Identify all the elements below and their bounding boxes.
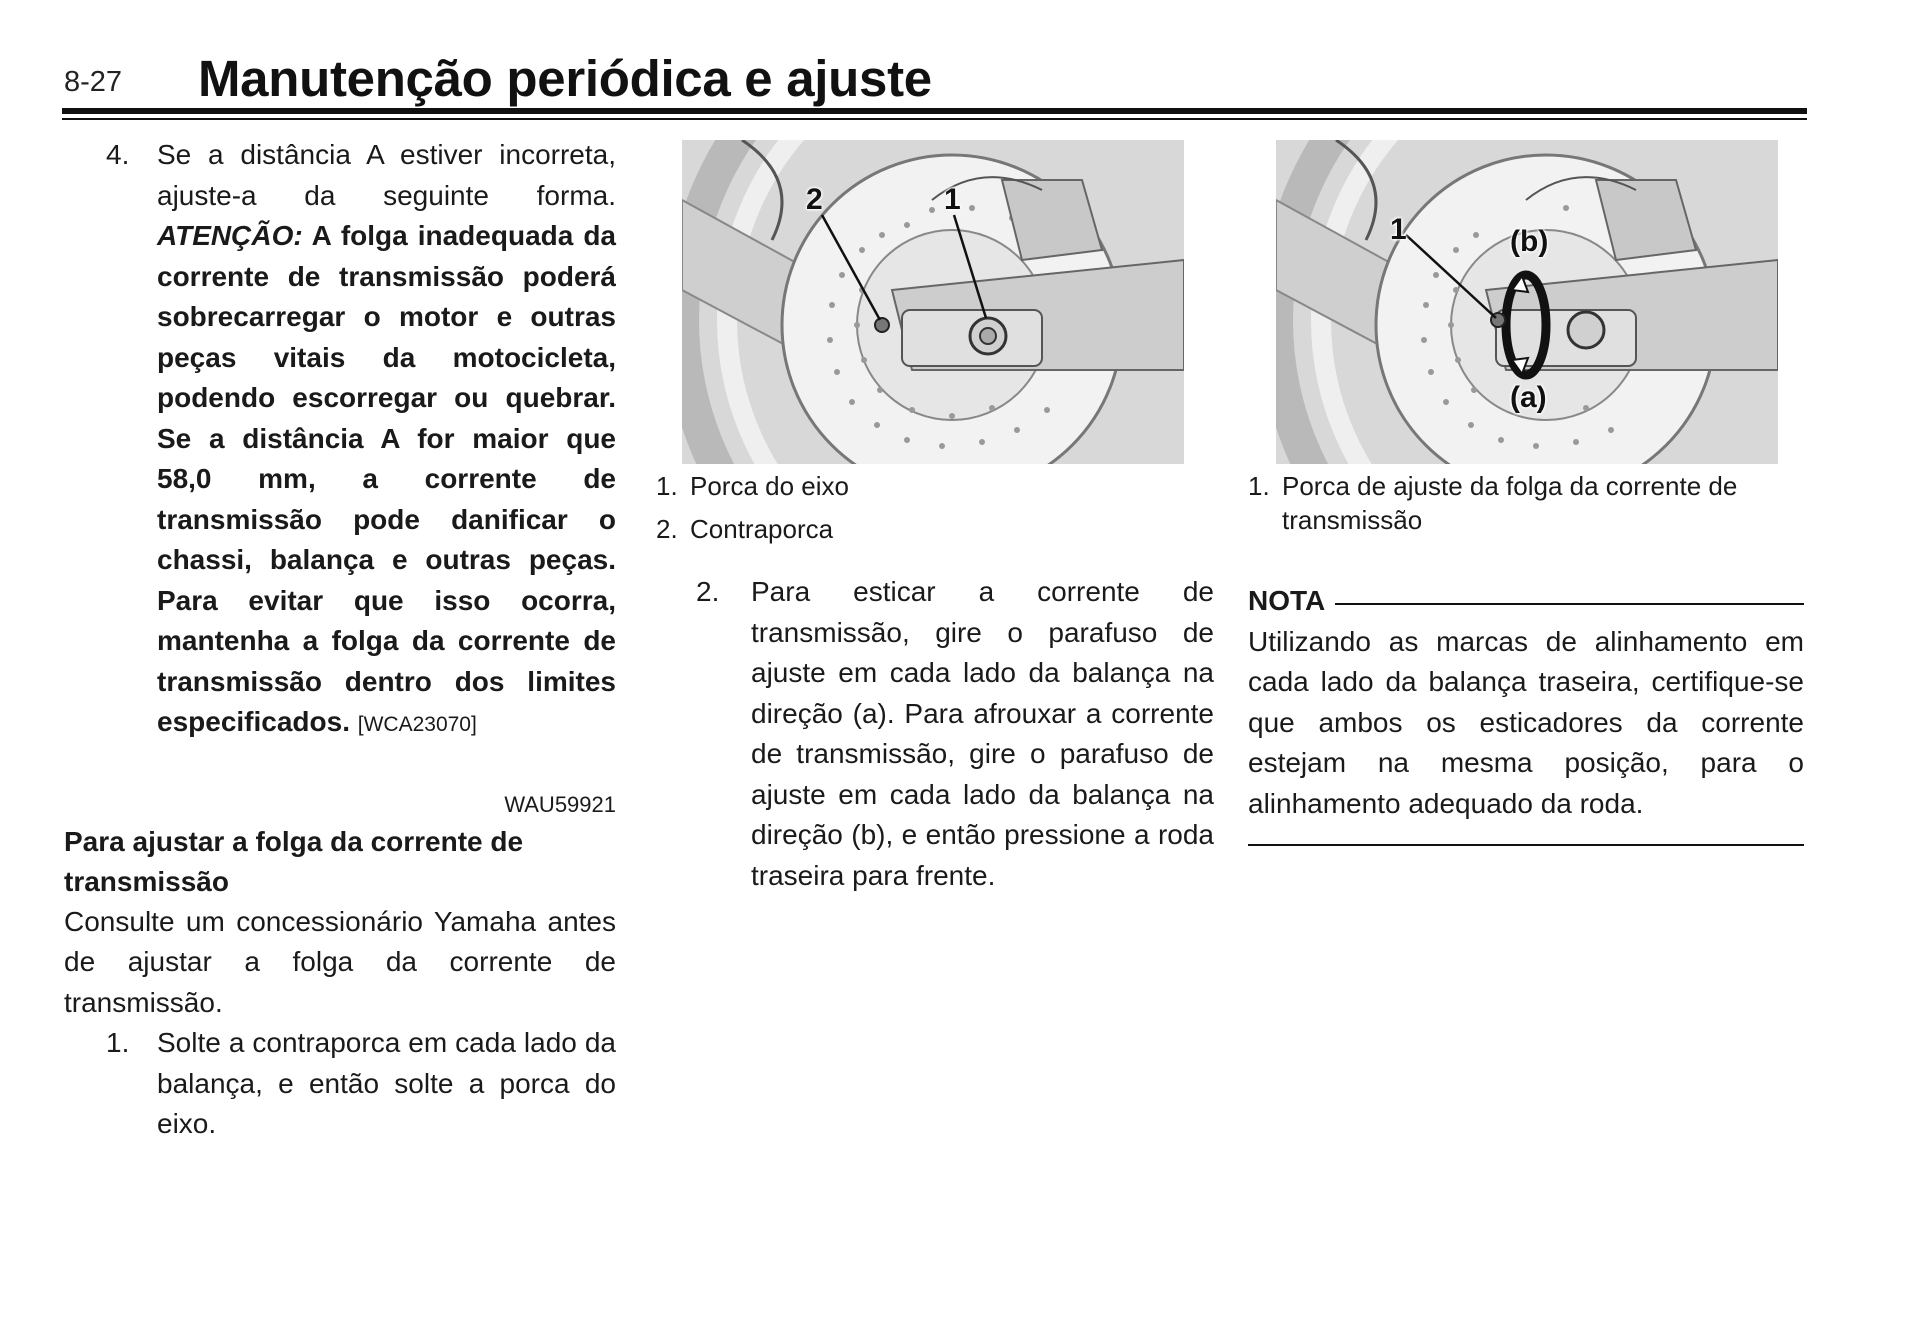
step-text: Para esticar a corrente de transmissão, gire o parafuso de ajuste em cada lado da balança na direção (a). Para afrouxar a corrente de transmissão, gire o parafuso de ajuste em cada lado da balança na direção (b), e então pressione a roda traseira para frente.	[751, 576, 1214, 891]
section-heading: Para ajustar a folga da corrente de transmissão	[64, 825, 524, 897]
caption-text: Porca de ajuste da folga da corrente de transmissão	[1282, 471, 1738, 535]
caption-number: 2.	[656, 514, 678, 544]
figure-callout: 1	[1390, 213, 1407, 246]
step-1	[64, 1023, 616, 1145]
step-4	[64, 135, 616, 746]
header-rule	[62, 108, 1807, 114]
left-column	[64, 135, 616, 1145]
caption-text: Contraporca	[690, 514, 834, 544]
step-2	[654, 572, 1214, 896]
note-text: Utilizando as marcas de alinhamento em cada lado da balança traseira, certifique-se que ambos os esticadores da corrente estejam na mesma posição, para o alinhamento adequado da roda.	[1248, 625, 1804, 819]
note-label: NOTA	[1248, 581, 1335, 622]
caption-item	[1248, 469, 1804, 537]
note-bottom-rule	[1248, 844, 1804, 846]
middle-column	[654, 140, 1214, 896]
axle-nut-illustration	[682, 140, 1184, 464]
figure-callout: 2	[806, 183, 823, 216]
intro-paragraph: Consulte um concessionário Yamaha antes de ajustar a folga da corrente de transmissão.	[64, 905, 616, 1018]
step-number: 4.	[106, 139, 130, 170]
figure-captions	[656, 469, 1214, 546]
note-box	[1248, 581, 1804, 846]
figure-callout: (b)	[1510, 225, 1549, 258]
step-text: Solte a contraporca em cada lado da balança, e então solte a porca do eixo.	[157, 1027, 616, 1139]
warning-code: [WCA23070]	[357, 713, 477, 736]
figure-captions	[1248, 469, 1804, 537]
step-text: Se a distância A estiver incorreta, ajuste-a da seguinte forma.	[157, 139, 616, 211]
caption-number: 1.	[656, 471, 678, 501]
wheel-drawing	[682, 140, 1184, 464]
caption-number: 1.	[1248, 471, 1270, 501]
step-number: 2.	[696, 576, 720, 607]
caption-item	[656, 512, 1214, 546]
step-number: 1.	[106, 1027, 130, 1058]
warning-label: ATENÇÃO:	[157, 220, 303, 251]
page-title: Manutenção periódica e ajuste	[198, 50, 932, 107]
warning-text: A folga inadequada da corrente de transmissão poderá sobrecarregar o motor e outras peças vitais da motocicleta, podendo escorregar ou quebrar. Se a distância A for maior que 58,0 mm, a corrente de transmissão pode danificar o chassi, balança e outras peças. Para evitar que isso ocorra, mantenha a folga da corrente de transmissão dentro dos limites especificados.	[157, 220, 616, 737]
chain-adjuster-illustration	[1276, 140, 1778, 464]
header-rule-thin	[62, 118, 1807, 120]
page-number: 8-27	[64, 66, 123, 98]
figure-callout: 1	[944, 183, 961, 216]
reference-code: WAU59921	[504, 791, 616, 817]
caption-item	[656, 469, 1214, 503]
right-column	[1248, 140, 1804, 846]
warning-block	[157, 220, 616, 737]
figure-callout: (a)	[1510, 381, 1547, 414]
caption-text: Porca do eixo	[690, 471, 849, 501]
